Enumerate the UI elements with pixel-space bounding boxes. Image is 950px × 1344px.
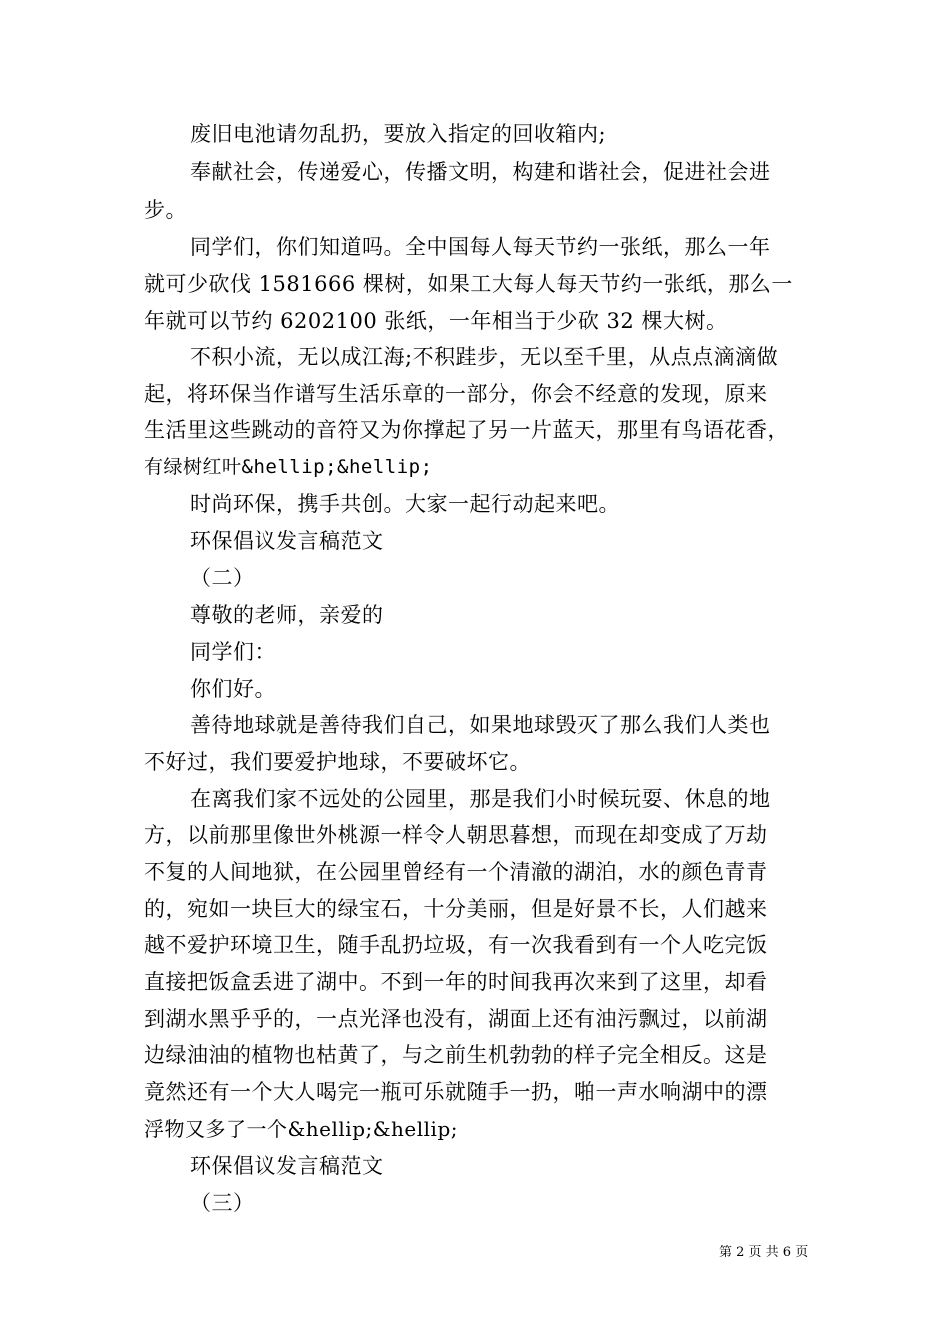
text-line: 同学们： (190, 640, 276, 664)
section-heading: 环保倡议发言稿范文 (190, 529, 384, 553)
text-line: 奉献社会，传递爱心，传播文明，构建和谐社会，促进社会进 (190, 160, 771, 184)
text-line: 在离我们家不远处的公园里，那是我们小时候玩耍、休息的地 (190, 787, 771, 811)
text-line: 有绿树红叶&hellip;&hellip; (144, 456, 433, 478)
text-line: 尊敬的老师，亲爱的 (190, 603, 384, 627)
text-line: 的，宛如一块巨大的绿宝石，十分美丽，但是好景不长，人们越来 (144, 897, 768, 921)
text-line: 时尚环保，携手共创。大家一起行动起来吧。 (190, 492, 620, 516)
text-line: 就可少砍伐 1581666 棵树，如果工大每人每天节约一张纸，那么一 (144, 272, 793, 296)
text-line: 方，以前那里像世外桃源一样令人朝思暮想，而现在却变成了万劫 (144, 823, 768, 847)
text-line: 边绿油油的植物也枯黄了，与之前生机勃勃的样子完全相反。这是 (144, 1043, 768, 1067)
page-number: 第 2 页 共 6 页 (719, 1245, 809, 1260)
text-line: 不复的人间地狱，在公园里曾经有一个清澈的湖泊，水的颜色青青 (144, 860, 768, 884)
text-line: 生活里这些跳动的音符又为你撑起了另一片蓝天，那里有鸟语花香， (144, 418, 789, 442)
section-number: （三） (190, 1191, 255, 1215)
section-number: （二） (190, 566, 255, 590)
text-line: 浮物又多了一个&hellip;&hellip; (144, 1117, 458, 1141)
text-line: 起，将环保当作谱写生活乐章的一部分，你会不经意的发现，原来 (144, 382, 768, 406)
text-line: 步。 (144, 198, 187, 222)
text-line: 废旧电池请勿乱扔，要放入指定的回收箱内; (190, 122, 607, 146)
text-line: 不好过，我们要爱护地球，不要破坏它。 (144, 750, 531, 774)
text-line: 同学们，你们知道吗。全中国每人每天节约一张纸，那么一年 (190, 235, 771, 259)
text-line: 年就可以节约 6202100 张纸，一年相当于少砍 32 棵大树。 (144, 309, 728, 333)
text-line: 你们好。 (190, 677, 276, 701)
text-line: 不积小流，无以成江海;不积跬步，无以至千里，从点点滴滴做 (190, 345, 779, 369)
text-line: 竟然还有一个大人喝完一瓶可乐就随手一扔，啪一声水响湖中的漂 (144, 1080, 768, 1104)
text-line: 善待地球就是善待我们自己，如果地球毁灭了那么我们人类也 (190, 713, 771, 737)
section-heading: 环保倡议发言稿范文 (190, 1154, 384, 1178)
text-line: 到湖水黑乎乎的，一点光泽也没有，湖面上还有油污飘过，以前湖 (144, 1007, 768, 1031)
text-line: 越不爱护环境卫生，随手乱扔垃圾，有一次我看到有一个人吃完饭 (144, 933, 768, 957)
text-line: 直接把饭盒丢进了湖中。不到一年的时间我再次来到了这里，却看 (144, 970, 768, 994)
